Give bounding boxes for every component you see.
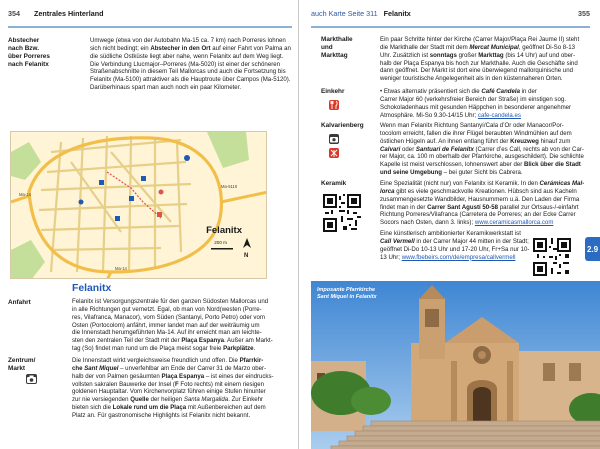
left-header-rule — [8, 26, 292, 28]
chapter-tab: 2.9 — [585, 237, 600, 261]
text-run: Cerámicas Mal- — [539, 180, 585, 187]
map-road-label: Ma-14 — [115, 266, 127, 271]
text-line: Markttag — [321, 52, 348, 59]
fork-knife-icon — [329, 100, 339, 110]
text-line — [72, 381, 294, 389]
text-line: Markthalle — [321, 36, 353, 43]
text-line — [380, 204, 590, 212]
text-run: lorca — [380, 187, 395, 195]
side-heading-zentrum — [8, 357, 66, 373]
text-line — [72, 404, 294, 412]
camera-icon — [26, 374, 37, 384]
text-run: Die Verbindung Llucmajor–Porreres (Ma-5020) ist einer der schöneren — [90, 60, 281, 68]
text-run: Markttag — [478, 51, 504, 59]
text-line: und — [321, 44, 333, 51]
map-graphic — [11, 132, 267, 279]
text-line — [72, 357, 294, 365]
text-run: der heiligen — [148, 396, 184, 404]
text-run: tag (So) findet man rund um die Plaça meist sogar freie — [72, 345, 224, 353]
text-run: Café Candela — [481, 88, 520, 95]
text-run: Lokale rund um die Plaça — [112, 404, 187, 412]
web-link[interactable]: cafe-candela.es — [477, 111, 521, 119]
text-run: Quelle — [130, 396, 149, 404]
side-heading-markthalle — [321, 36, 371, 60]
text-line — [90, 53, 294, 61]
text-line — [380, 122, 590, 130]
side-heading-abstecher — [8, 37, 66, 69]
text-run: Blick über die Stadt — [523, 161, 581, 169]
text-run: Plaça Espanya — [181, 337, 224, 345]
text-run: (Carrer d’es Call, rechts ab von der Car- — [473, 145, 584, 153]
text-line: Imposante Pfarrkirche — [317, 287, 376, 293]
text-line — [380, 130, 590, 138]
text-run: geöffnet Di-Do 10-13 Uhr und 17-20 Uhr, Fr+Sa nur 10- — [380, 245, 530, 253]
city-map — [10, 131, 267, 279]
text-line — [380, 96, 590, 104]
section-title: Felanitx — [72, 283, 112, 294]
text-run: in der Carrer Major 44 mitten in der Stadt; — [414, 237, 529, 245]
text-run: halb der Plaça Espanya bis hoch zur Markthalle. Auch die Geschäfte sind — [380, 59, 578, 67]
text-line — [72, 337, 294, 345]
text-run: hinauf zum — [538, 137, 571, 145]
text-line — [380, 238, 550, 246]
einkehr-text — [380, 88, 590, 119]
text-run: östlichen Hügeln auf. An ihnen entlang führt der — [380, 137, 511, 145]
text-run: Wenn man Felanitx Richtung Santanyí/Cala d’Or oder Manacor/Por- — [380, 122, 564, 129]
text-run: (bis 14 Uhr) auf und ober- — [503, 51, 576, 59]
text-run: mit Außenbereichen auf dem — [186, 404, 266, 412]
text-run: halb der von Palmen gesäumten — [72, 372, 162, 380]
text-run: sich nicht bedingt; ein — [90, 44, 151, 52]
text-run: in alle Richtungen gut vernetzt. Egal, ob man von Nord(westen (Porre- — [72, 305, 262, 313]
text-line — [380, 161, 590, 169]
text-line — [380, 188, 590, 196]
text-run: Sant Miquel — [84, 364, 119, 372]
text-line — [380, 104, 590, 112]
text-line — [380, 67, 590, 75]
text-run: Plaça Espanya — [161, 372, 205, 380]
qr-code-ceramicas — [323, 194, 361, 232]
text-run: F — [174, 380, 179, 388]
text-line — [380, 138, 590, 146]
text-run: findet man in der — [380, 203, 428, 211]
text-run: Foto rechts) mit einem riesigen — [178, 380, 265, 388]
text-run: parallel zur Ortsaus-/-einfahrt — [498, 203, 579, 211]
text-run: oder — [400, 145, 416, 153]
text-line — [380, 230, 550, 238]
text-run: Straßenabschnitte in diesem Teil Mallorcas und auch die Fortsetzung bis — [90, 68, 286, 76]
text-run: und seine Umgebung — [380, 169, 442, 177]
text-line — [72, 373, 294, 381]
svg-text:N: N — [244, 253, 249, 259]
zentrum-text — [72, 357, 294, 420]
text-line: über Porreres — [8, 53, 50, 60]
text-run: rer Major, ca. 100 m oberhalb der Pfarrkirche, ausgeschildert). Die schlichte — [380, 153, 584, 161]
side-heading-kalvarienberg — [321, 122, 377, 130]
text-line: Sant Miquel in Felanitx — [317, 294, 377, 300]
text-run: Kapelle ist meist verschlossen, lohnenswert aber der — [380, 161, 524, 169]
web-link[interactable]: www.ceramicasmallorca.com — [474, 219, 554, 227]
text-run: Call Vermell — [380, 237, 415, 245]
text-line — [380, 146, 590, 154]
text-run: gibt es viele geschmackvolle Kreationen. Hübsch sind aus Kacheln — [394, 187, 577, 195]
right-running-title: Felanitx — [383, 8, 411, 18]
text-line — [380, 44, 590, 52]
text-run: Socors nach Osten, dann 3. links); — [380, 219, 475, 227]
text-line — [380, 219, 590, 227]
photo-caption — [317, 287, 377, 301]
text-line — [380, 169, 590, 177]
text-run: – ist eines der eindrucks- — [204, 372, 274, 380]
text-run: sten den zentralen Teil der Stadt mit der — [72, 337, 182, 345]
text-run: Richtung Porreres/Vilafranca (Carretera de Porreres; an der Ecke Carrer — [380, 211, 576, 219]
text-line — [380, 52, 590, 60]
text-run: auf einer Fahrt von Palma an — [210, 44, 291, 52]
text-line: nach Bzw. — [8, 45, 40, 52]
text-line — [72, 329, 294, 337]
text-run: die Markthalle der Stadt mit dem — [380, 43, 470, 51]
text-run: großer — [456, 51, 479, 59]
text-line: Abstecher — [8, 37, 40, 44]
text-run: • Etwas alternativ präsentiert sich die — [380, 88, 482, 95]
text-line: Keramik — [321, 180, 347, 187]
text-run: . — [253, 345, 256, 353]
text-run: Eine künstlerisch ambitionierter Keramikwerkstatt ist — [380, 230, 521, 237]
text-run: dann geöffnet. Der Markt ist dort eine überwiegend mallorquinische und — [380, 67, 573, 75]
map-road-label: Ma-5110 — [221, 184, 238, 189]
text-run: Santa Margalida — [183, 396, 229, 404]
side-heading-anfahrt — [8, 299, 66, 307]
map-city-label: Felanitx — [206, 225, 242, 236]
text-line: Zentrum/ — [8, 357, 36, 364]
right-header-rule — [311, 26, 590, 28]
text-line — [380, 153, 590, 161]
anfahrt-text — [72, 298, 294, 353]
text-run: Felanitx ist Versorgungszentrale für den ganzen Südosten Mallorcas und — [72, 298, 269, 305]
text-line — [380, 75, 590, 83]
text-run: che — [72, 364, 85, 372]
right-page — [298, 0, 600, 449]
text-line — [90, 61, 294, 69]
text-run: Ein paar Schritte hinter der Kirche (Carrer Major/Plaça Rei Jaume II) steht — [380, 36, 580, 43]
text-line — [72, 396, 294, 404]
text-line — [72, 314, 294, 322]
text-run: Carrer Major 60 (verkehrsfreier Bereich der Straße) im einstigen sog. — [380, 95, 566, 103]
text-line — [90, 68, 294, 76]
text-run: Osten (Portocolom) anfährt, immer landet man auf der weiträumig um — [72, 321, 260, 329]
text-run: Die Innenstadt wirkt vergleichsweise freundlich und offen. Die — [72, 357, 240, 364]
text-run: Felanitx (Ma-5100) attraktiver als die Hauptroute über Campos (Ma-5120). — [90, 76, 291, 84]
web-link[interactable]: www.fbebeirs.com/de/empresa/callvermell — [401, 253, 516, 261]
text-run: Platz an. Für gastronomische Highlights ist Felanitx nicht bekannt. — [72, 411, 251, 419]
text-line — [90, 45, 294, 53]
kalvarienberg-text — [380, 122, 590, 177]
text-line — [380, 88, 590, 96]
text-run: zusammengesetzte Wandbilder, Hausnummern u.ä. Den Laden der Firma — [380, 195, 580, 203]
text-line — [380, 36, 590, 44]
text-run: . Zur Einkehr — [228, 396, 264, 404]
text-run: Calvari — [380, 145, 401, 153]
text-run: weniger touristische Angelegenheit als in den küstennaheren Orten. — [380, 75, 563, 83]
text-run: res, Vilafranca, Manacor), vom Süden (Santanyi, Porto Petro) oder vom — [72, 313, 265, 321]
text-line — [380, 180, 590, 188]
text-run: Kreuzweg — [510, 137, 539, 145]
text-line — [380, 246, 550, 254]
text-run: Atmosphäre. Mi-So 9.30-14/15 Uhr; — [380, 111, 478, 119]
text-line: Markt — [8, 365, 26, 372]
text-line — [72, 306, 294, 314]
text-line — [72, 365, 294, 373]
qr-code-callvermell — [533, 238, 571, 276]
text-run: Darüberhinaus spart man auch noch ein paar Kilometer. — [90, 84, 242, 92]
text-run: bieten sich die — [72, 404, 113, 412]
text-run: die Innenstadt herumgeführten Ma-14. Auf ihr erreicht man am leichte- — [72, 329, 262, 337]
text-line: nach Felanitx — [8, 61, 49, 68]
text-line — [72, 298, 294, 306]
text-run: 13 Uhr; — [380, 253, 402, 261]
text-run: Abstecher in den Ort — [150, 44, 211, 52]
windmill-icon — [329, 148, 339, 158]
abstecher-text — [90, 37, 294, 92]
text-run: tocolom erreicht, fallen die ihrer Flügel beraubten Windmühlen auf dem — [380, 129, 572, 137]
text-run: Schokoladenhaus mit gesunden Häppchen in besonderer angenehmer — [380, 103, 572, 111]
text-line: Kalvarienberg — [321, 122, 364, 129]
text-run: , geöffnet Di-So 8-13 — [518, 43, 575, 51]
text-line — [380, 254, 550, 262]
text-run: . Außer am Markt- — [224, 337, 273, 345]
text-run: – unverfehlbar am Ende der Carrer 31 de Marzo ober- — [118, 364, 267, 372]
scale-bar — [211, 248, 233, 250]
left-page-header — [8, 0, 292, 26]
right-page-number: 355 — [578, 8, 590, 18]
text-line — [90, 76, 294, 84]
text-run: die südliche Ostküste liegt aber nahe, wenn Felanitx auf dem Weg liegt. — [90, 52, 284, 60]
text-line: Einkehr — [321, 88, 345, 95]
text-line — [380, 112, 590, 120]
text-run: Carrer Sant Agustí 50-58 — [427, 203, 498, 211]
text-line — [90, 84, 294, 92]
map-road-label: Ma-14 — [19, 192, 31, 197]
text-run: Mercat Municipal — [469, 43, 519, 51]
church-photo — [311, 281, 600, 449]
text-run: – bei guter Sicht bis Cabrera. — [441, 169, 523, 177]
side-heading-keramik — [321, 180, 371, 188]
text-line — [380, 211, 590, 219]
text-run: Umwege (etwa von der Autobahn Ma-15 ca. 7 km) nach Porreres lohnen — [90, 37, 286, 44]
text-line: Anfahrt — [8, 299, 31, 306]
text-run: in der — [519, 88, 537, 95]
text-line — [72, 412, 294, 420]
text-line — [380, 196, 590, 204]
text-line — [72, 322, 294, 330]
text-line — [90, 37, 294, 45]
text-run: zur nie versiegenden — [72, 396, 131, 404]
werkstatt-text — [380, 230, 550, 261]
markthalle-text — [380, 36, 590, 83]
text-run: vollsten sakralen Bauwerke der Insel ( — [72, 380, 175, 388]
text-line — [380, 60, 590, 68]
left-page-number: 354 — [8, 8, 20, 18]
text-run: Eine Spezialität (nicht nur) von Felanitx ist Keramik. In den — [380, 180, 540, 187]
text-run: Pfarrkir- — [239, 357, 264, 364]
right-page-header — [311, 0, 590, 26]
text-line — [72, 345, 294, 353]
left-page — [0, 0, 298, 449]
keramik-text — [380, 180, 590, 227]
text-run: Santuari de Felanitx — [415, 145, 474, 153]
map-scale-label: 200 m — [214, 240, 227, 245]
text-run: Uhr. Zusätzlich ist — [380, 51, 430, 59]
side-heading-einkehr — [321, 88, 371, 96]
text-run: goldenen Hauptaltar. Vom Kirchenvorplatz führen einige Stufen hinunter — [72, 388, 266, 396]
map-reference: auch Karte Seite 311 — [311, 8, 378, 18]
text-run: sonntags — [429, 51, 457, 59]
church-illustration — [311, 281, 600, 449]
text-line — [72, 388, 294, 396]
left-running-title: Zentrales Hinterland — [34, 8, 104, 18]
text-run: Parkplätze — [223, 345, 254, 353]
camera-icon — [329, 134, 339, 144]
